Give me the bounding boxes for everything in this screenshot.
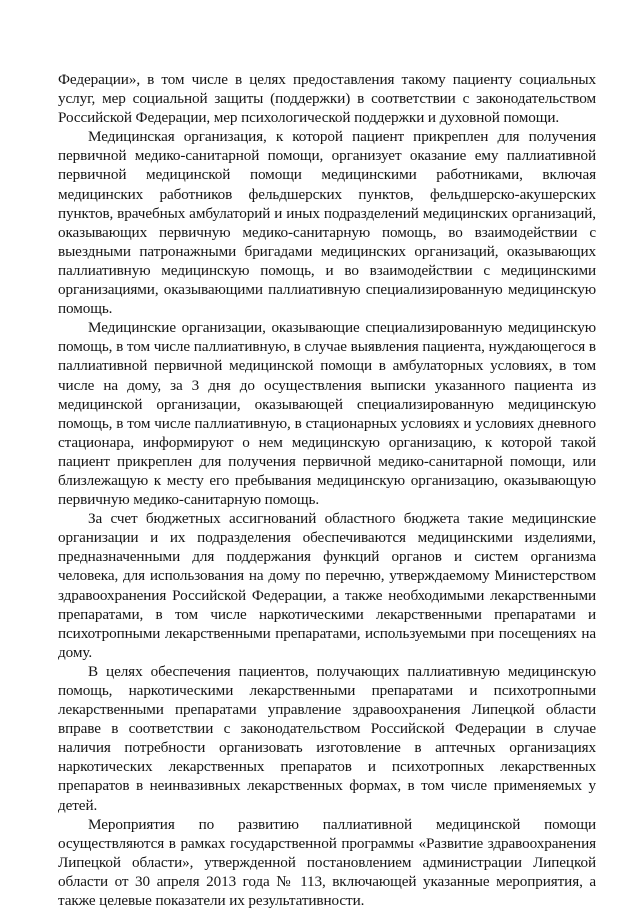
paragraph-palliative-primary-care: Медицинская организация, к которой пациент прикреплен для получения первичной медико-санитарной помощи, организует оказание ему паллиативной первичной медицинской помощи медицинскими работниками, включая медицинских работников фельдшерских пунктов, фельдшерско-акушерских пунктов, врачебных амбулаторий и иных подразделений медицинских организаций, оказывающих первичную медико-санитарную помощь, во взаимодействии с выездными патронажными бригадами медицинских организаций, оказывающих паллиативную медицинскую помощь, и во взаимодействии с медицинскими организациями, оказывающими паллиативную специализированную медицинскую помощь. — [58, 128, 596, 318]
document-body — [58, 70, 596, 910]
paragraph-continuation: Федерации», в том числе в целях предоставления такому пациенту социальных услуг, мер социальной защиты (поддержки) в соответствии с законодательством Российской Федерации, мер психологической поддержки и духовной помощи. — [58, 71, 596, 127]
paragraph-budget-funding: За счет бюджетных ассигнований областного бюджета такие медицинские организации и их подразделения обеспечиваются медицинскими изделиями, предназначенными для поддержания функций органов и систем организма человека, для использования на дому по перечню, утверждаемому Министерством здравоохранения Российской Федерации, а также необходимыми лекарственными препаратами, в том числе наркотическими лекарственными препаратами и психотропными лекарственными препаратами, используемыми при посещениях на дому. — [58, 510, 596, 661]
paragraph-narcotic-drugs-provision: В целях обеспечения пациентов, получающих паллиативную медицинскую помощь, наркотическими лекарственными препаратами и психотропными лекарственными препаратами управление здравоохранения Липецкой области вправе в соответствии с законодательством Российской Федерации в случае наличия потребности организовать изготовление в аптечных организациях наркотических лекарственных препаратов и психотропных лекарственных препаратов в неинвазивных лекарственных формах, в том числе применяемых у детей. — [58, 662, 596, 814]
paragraph-state-program: Мероприятия по развитию паллиативной медицинской помощи осуществляются в рамках государственной программы «Развитие здравоохранения Липецкой области», утвержденной постановлением администрации Липецкой области от 30 апреля 2013 года № 113, включающей указанные мероприятия, а также целевые показатели их результативности. — [58, 815, 596, 910]
paragraph-specialized-care-notification: Медицинские организации, оказывающие специализированную медицинскую помощь, в том числе паллиативную, в случае выявления пациента, нуждающегося в паллиативной первичной медицинской помощи в амбулаторных условиях, в том числе на дому, за 3 дня до осуществления выписки указанного пациента из медицинской организации, оказывающей специализированную медицинскую помощь, в том числе паллиативную, в стационарных условиях и условиях дневного стационара, информируют о нем медицинскую организацию, к которой такой пациент прикреплен для получения первичной медико-санитарной помощи, или близлежащую к месту его пребывания медицинскую организацию, оказывающую первичную медико-санитарную помощь. — [58, 319, 596, 509]
